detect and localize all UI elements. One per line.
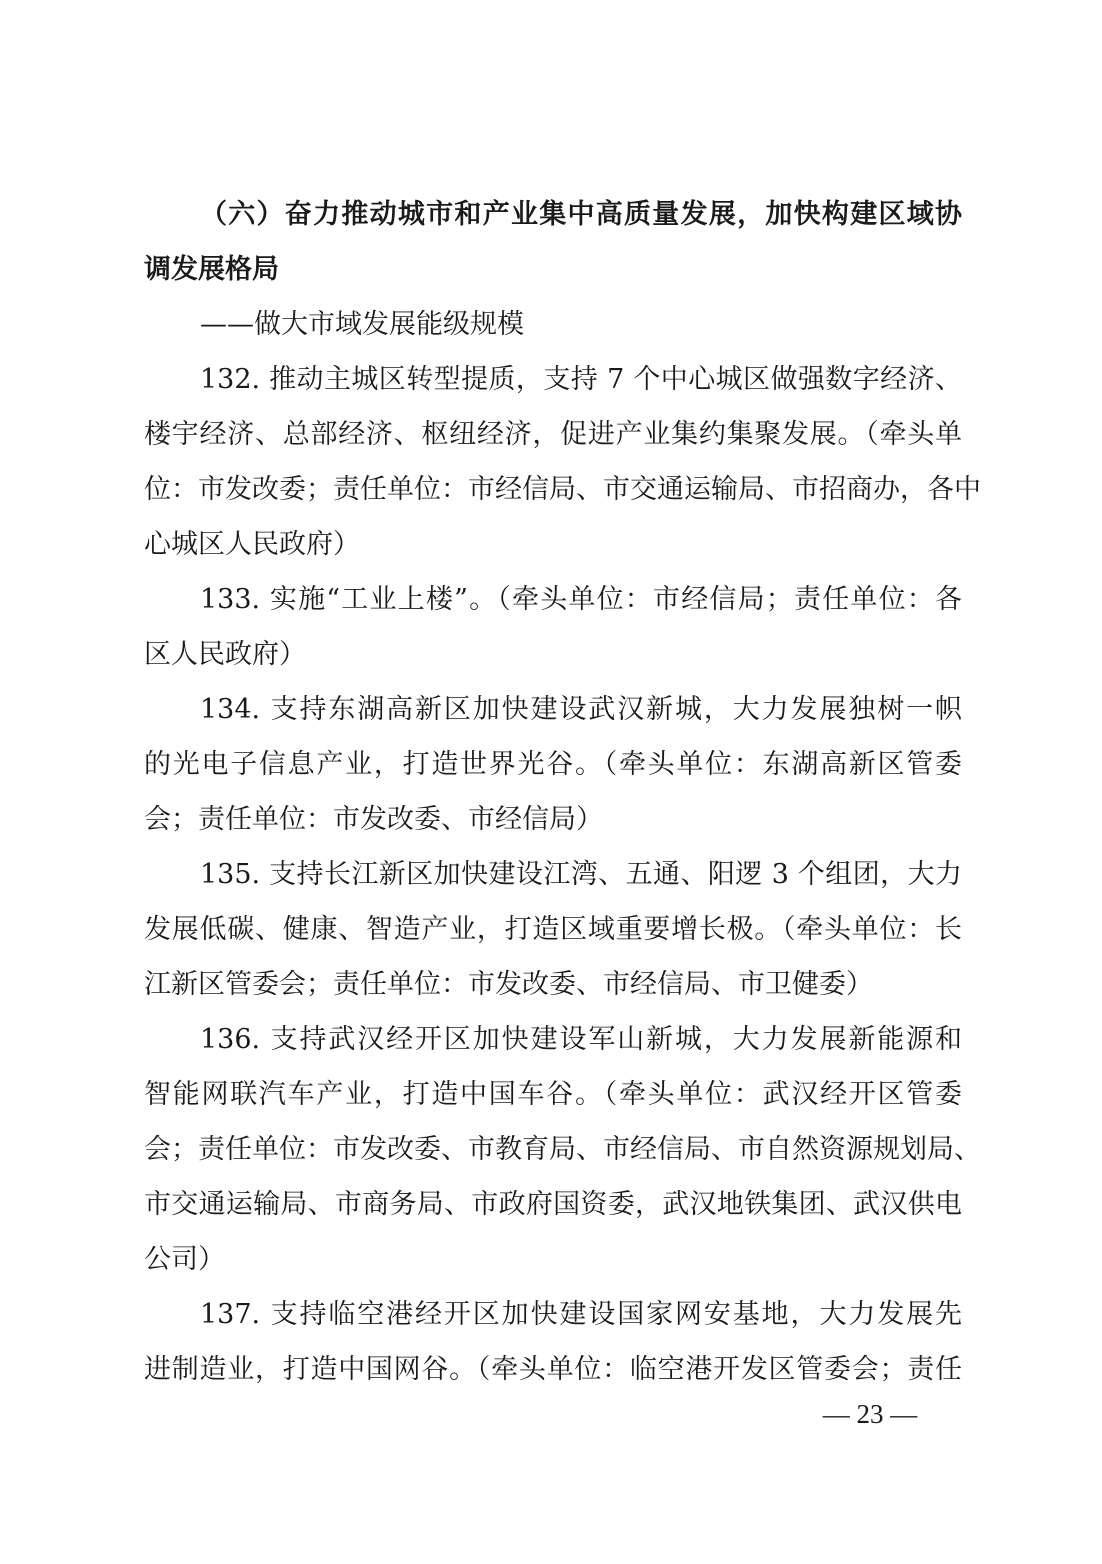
paragraph-line: 市交通运输局、市商务局、市政府国资委，武汉地铁集团、武汉供电 <box>144 1189 962 1220</box>
paragraph-line: 132. 推动主城区转型提质，支持 7 个中心城区做强数字经济、 <box>200 364 962 395</box>
paragraph-133 <box>144 572 962 682</box>
paragraph-134 <box>144 682 962 847</box>
paragraph-line: 136. 支持武汉经开区加快建设军山新城，大力发展新能源和 <box>200 1024 962 1055</box>
paragraph-line: 进制造业，打造中国网谷。（牵头单位：临空港开发区管委会；责任 <box>144 1354 962 1385</box>
paragraph-line: 会；责任单位：市发改委、市经信局） <box>144 804 603 835</box>
paragraph-line: 江新区管委会；责任单位：市发改委、市经信局、市卫健委） <box>144 969 873 1000</box>
paragraph-line: 134. 支持东湖高新区加快建设武汉新城，大力发展独树一帜 <box>200 694 962 725</box>
paragraph-line: 133. 实施“工业上楼”。（牵头单位：市经信局；责任单位：各 <box>200 584 962 615</box>
paragraph-line: 心城区人民政府） <box>144 529 360 560</box>
paragraph-line: 公司） <box>144 1244 225 1275</box>
paragraph-line: 发展低碳、健康、智造产业，打造区域重要增长极。（牵头单位：长 <box>144 914 962 945</box>
paragraph-132 <box>144 352 981 572</box>
paragraph-137 <box>144 1287 962 1397</box>
paragraph-line: 楼宇经济、总部经济、枢纽经济，促进产业集约集聚发展。（牵头单 <box>144 419 962 450</box>
paragraph-136 <box>144 1012 981 1287</box>
subheading: ——做大市域发展能级规模 <box>200 309 524 340</box>
paragraph-line: 区人民政府） <box>144 639 306 670</box>
section-heading-line-2: 调发展格局 <box>144 254 279 285</box>
paragraph-line: 137. 支持临空港经开区加快建设国家网安基地，大力发展先 <box>200 1299 962 1330</box>
document-page <box>144 187 981 1397</box>
paragraph-line: 135. 支持长江新区加快建设江湾、五通、阳逻 3 个组团，大力 <box>200 859 962 890</box>
paragraph-135 <box>144 847 962 1012</box>
paragraph-line: 会；责任单位：市发改委、市教育局、市经信局、市自然资源规划局、 <box>144 1134 981 1165</box>
paragraph-line: 智能网联汽车产业，打造中国车谷。（牵头单位：武汉经开区管委 <box>144 1079 962 1110</box>
section-heading-line-1: （六）奋力推动城市和产业集中高质量发展，加快构建区域协 <box>200 199 962 230</box>
page-number: — 23 — <box>822 1399 918 1429</box>
paragraph-line: 的光电子信息产业，打造世界光谷。（牵头单位：东湖高新区管委 <box>144 749 962 780</box>
paragraph-line: 位：市发改委；责任单位：市经信局、市交通运输局、市招商办，各中 <box>144 474 981 505</box>
